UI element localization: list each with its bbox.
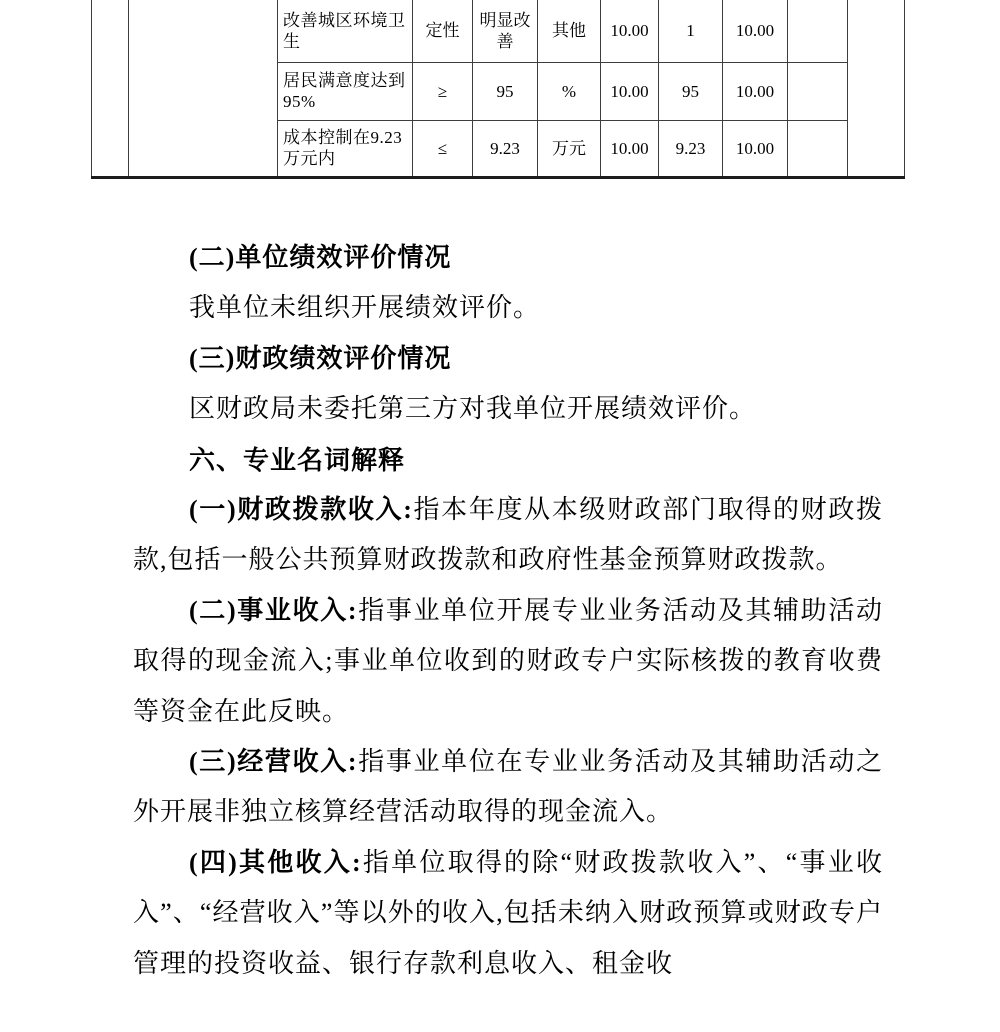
criteria-cell: 定性 [413, 0, 473, 62]
definition-text: 指本年度从本级财政部门取得的财政拨款,包括一般公共预算财政拨款和政府性基金预算财政拨款。 [133, 495, 883, 575]
definition-term: (一)财政拨款收入: [189, 495, 413, 525]
target-value-cell: 95 [473, 62, 538, 120]
definition-term: (二)事业收入: [189, 595, 358, 625]
score-cell: 10.00 [723, 120, 788, 177]
definition-term: (三)经营收入: [189, 747, 358, 777]
definition-text: 指单位取得的除“财政拨款收入”、“事业收入”、“经营收入”等以外的收入,包括未纳入财政预算或财政专户管理的投资收益、银行存款利息收入、租金收 [133, 847, 883, 978]
section-heading-glossary: 六、专业名词解释 [189, 444, 406, 475]
document-body [133, 233, 883, 989]
empty-cell [788, 62, 848, 120]
indicator-name-cell: 改善城区环境卫生 [278, 0, 413, 62]
definition-paragraph-business-income [133, 737, 883, 838]
definition-text: 指事业单位在专业业务活动及其辅助活动之外开展非独立核算经营活动取得的现金流入。 [133, 747, 883, 827]
definition-paragraph-operating-income [133, 586, 883, 737]
actual-value-cell: 95 [659, 62, 723, 120]
paragraph-fiscal-evaluation: 区财政局未委托第三方对我单位开展绩效评价。 [189, 394, 757, 424]
definition-term: (四)其他收入: [189, 847, 362, 877]
score-cell: 10.00 [723, 0, 788, 62]
target-value-cell: 9.23 [473, 120, 538, 177]
paragraph-unit-evaluation: 我单位未组织开展绩效评价。 [189, 293, 541, 323]
merged-empty-cell [92, 0, 129, 177]
criteria-cell: ≥ [413, 62, 473, 120]
table-row [92, 0, 905, 62]
definition-text: 指事业单位开展专业业务活动及其辅助活动取得的现金流入;事业单位收到的财政专户实际核拨的教育收费等资金在此反映。 [133, 595, 883, 726]
merged-empty-cell [848, 0, 905, 177]
section-heading-unit-evaluation: (二)单位绩效评价情况 [189, 243, 452, 272]
actual-value-cell: 1 [659, 0, 723, 62]
definition-paragraph-fiscal-appropriation [133, 485, 883, 586]
unit-cell: 其他 [538, 0, 601, 62]
definition-paragraph-other-income [133, 838, 883, 989]
unit-cell: 万元 [538, 120, 601, 177]
empty-cell [788, 120, 848, 177]
section-heading-fiscal-evaluation: (三)财政绩效评价情况 [189, 343, 452, 373]
target-value-cell: 明显改善 [473, 0, 538, 62]
score-cell: 10.00 [723, 62, 788, 120]
indicator-name-cell: 成本控制在9.23万元内 [278, 120, 413, 177]
indicator-name-cell: 居民满意度达到95% [278, 62, 413, 120]
weight-cell: 10.00 [601, 0, 659, 62]
criteria-cell: ≤ [413, 120, 473, 177]
weight-cell: 10.00 [601, 120, 659, 177]
performance-indicators-table [91, 0, 905, 179]
weight-cell: 10.00 [601, 62, 659, 120]
empty-cell [788, 0, 848, 62]
unit-cell: % [538, 62, 601, 120]
actual-value-cell: 9.23 [659, 120, 723, 177]
merged-empty-cell [129, 0, 278, 177]
